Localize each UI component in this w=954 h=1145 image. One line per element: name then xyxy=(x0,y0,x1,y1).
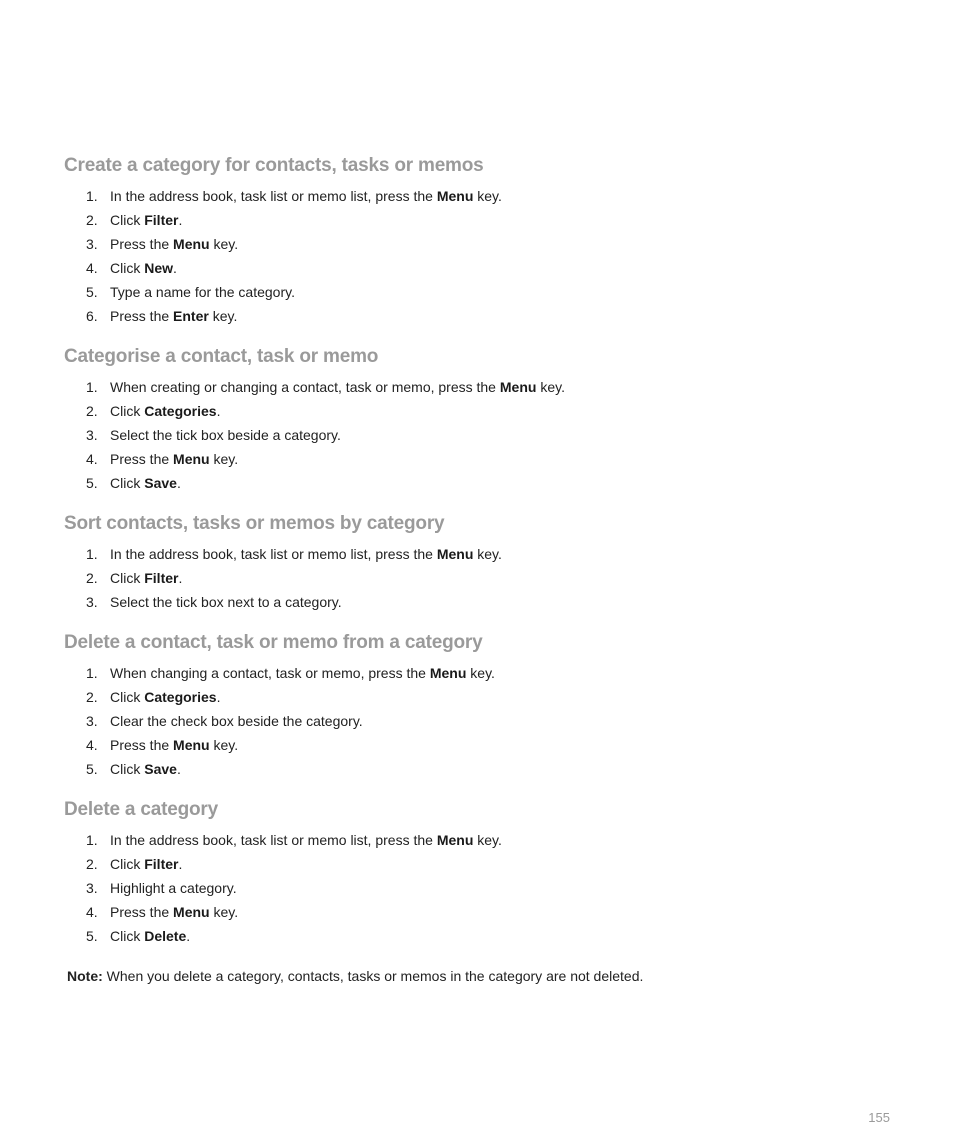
step-text-suffix: key. xyxy=(209,451,239,467)
step-item xyxy=(64,542,904,566)
step-keyword: Menu xyxy=(499,379,537,395)
step-item xyxy=(64,900,904,924)
step-item xyxy=(64,375,904,399)
step-text: Type a name for the category. xyxy=(110,284,295,300)
step-keyword: Filter xyxy=(144,212,179,228)
step-text-suffix: key. xyxy=(209,737,239,753)
step-text: Click xyxy=(110,212,145,228)
step-keyword: Menu xyxy=(436,832,474,848)
step-list xyxy=(64,375,904,495)
step-text-suffix: key. xyxy=(466,665,495,681)
step-text: Press the xyxy=(110,308,174,324)
step-number: 3. xyxy=(86,594,98,610)
step-text: In the address book, task list or memo list, press the xyxy=(110,188,437,204)
step-item xyxy=(64,590,904,614)
step-keyword: Categories xyxy=(144,689,217,705)
step-item xyxy=(64,852,904,876)
step-keyword: Filter xyxy=(144,570,179,586)
step-text-suffix: key. xyxy=(208,308,238,324)
step-number: 3. xyxy=(86,427,98,443)
step-item xyxy=(64,232,904,256)
step-text: Press the xyxy=(110,737,174,753)
step-keyword: Enter xyxy=(173,308,209,324)
step-keyword: Menu xyxy=(173,737,210,753)
step-item xyxy=(64,423,904,447)
step-keyword: Menu xyxy=(429,665,467,681)
step-text-suffix: . xyxy=(173,260,177,276)
step-text: Clear the check box beside the category. xyxy=(110,713,363,729)
step-keyword: Menu xyxy=(173,451,210,467)
step-item xyxy=(64,661,904,685)
step-number: 4. xyxy=(86,904,98,920)
step-keyword: Menu xyxy=(173,236,210,252)
step-number: 4. xyxy=(86,260,98,276)
section-heading: Delete a category xyxy=(64,799,218,820)
step-number: 5. xyxy=(86,928,98,944)
step-item xyxy=(64,876,904,900)
step-number: 4. xyxy=(86,737,98,753)
step-keyword: Categories xyxy=(144,403,217,419)
step-number: 2. xyxy=(86,212,98,228)
step-number: 2. xyxy=(86,689,98,705)
step-list xyxy=(64,542,904,614)
step-text: When changing a contact, task or memo, press the xyxy=(110,665,430,681)
step-number: 1. xyxy=(86,665,98,681)
section xyxy=(64,153,904,328)
step-text: Select the tick box beside a category. xyxy=(110,427,341,443)
step-number: 1. xyxy=(86,832,98,848)
step-text: Click xyxy=(110,403,145,419)
step-item xyxy=(64,709,904,733)
section xyxy=(64,511,904,614)
step-text: Click xyxy=(110,570,145,586)
step-text-suffix: key. xyxy=(209,904,239,920)
step-number: 5. xyxy=(86,284,98,300)
step-text: Click xyxy=(110,856,145,872)
step-text: Press the xyxy=(110,451,174,467)
step-number: 2. xyxy=(86,570,98,586)
step-text-suffix: . xyxy=(178,212,183,228)
step-item xyxy=(64,399,904,423)
step-keyword: Delete xyxy=(144,928,187,944)
step-list xyxy=(64,184,904,328)
step-text-suffix: key. xyxy=(473,832,502,848)
step-keyword: Save xyxy=(144,761,177,777)
section xyxy=(64,630,904,781)
section-heading: Delete a contact, task or memo from a category xyxy=(64,632,483,653)
step-text-suffix: . xyxy=(216,689,221,705)
step-text: Click xyxy=(110,260,145,276)
step-item xyxy=(64,447,904,471)
step-text-suffix: . xyxy=(176,475,181,491)
step-number: 2. xyxy=(86,403,98,419)
step-text: When creating or changing a contact, task or memo, press the xyxy=(110,379,500,395)
step-text-suffix: key. xyxy=(209,236,239,252)
step-text: In the address book, task list or memo list, press the xyxy=(110,546,437,562)
step-text: Press the xyxy=(110,236,174,252)
step-keyword: Filter xyxy=(144,856,179,872)
step-text-suffix: key. xyxy=(536,379,565,395)
sections-container xyxy=(64,153,904,948)
step-keyword: Save xyxy=(144,475,177,491)
step-text: Click xyxy=(110,689,145,705)
step-item xyxy=(64,280,904,304)
step-text: Click xyxy=(110,761,145,777)
step-keyword: Menu xyxy=(173,904,210,920)
section xyxy=(64,797,904,948)
step-text: Select the tick box next to a category. xyxy=(110,594,342,610)
step-number: 6. xyxy=(86,308,98,324)
step-number: 5. xyxy=(86,475,98,491)
step-text-suffix: key. xyxy=(473,188,502,204)
step-text: Highlight a category. xyxy=(110,880,237,896)
section-heading: Categorise a contact, task or memo xyxy=(64,346,379,367)
step-text-suffix: . xyxy=(186,928,191,944)
section-heading: Create a category for contacts, tasks or memos xyxy=(64,155,484,176)
step-item xyxy=(64,471,904,495)
step-item xyxy=(64,304,904,328)
step-number: 3. xyxy=(86,880,98,896)
step-text: Click xyxy=(110,475,145,491)
step-item xyxy=(64,733,904,757)
step-item xyxy=(64,208,904,232)
step-number: 2. xyxy=(86,856,98,872)
section-heading: Sort contacts, tasks or memos by category xyxy=(64,513,445,534)
page-number: 155 xyxy=(868,1110,890,1125)
step-item xyxy=(64,828,904,852)
note-label: Note: xyxy=(67,968,103,984)
step-list xyxy=(64,828,904,948)
step-item xyxy=(64,685,904,709)
step-number: 3. xyxy=(86,713,98,729)
step-number: 3. xyxy=(86,236,98,252)
step-number: 1. xyxy=(86,546,98,562)
step-text: In the address book, task list or memo list, press the xyxy=(110,832,437,848)
step-number: 1. xyxy=(86,188,98,204)
step-text-suffix: . xyxy=(216,403,221,419)
step-text: Click xyxy=(110,928,145,944)
step-number: 1. xyxy=(86,379,98,395)
step-keyword: New xyxy=(144,260,174,276)
step-list xyxy=(64,661,904,781)
step-text: Press the xyxy=(110,904,174,920)
step-item xyxy=(64,566,904,590)
section xyxy=(64,344,904,495)
note-text: When you delete a category, contacts, tasks or memos in the category are not deleted. xyxy=(102,968,644,984)
note-paragraph xyxy=(67,964,904,988)
step-text-suffix: . xyxy=(178,570,183,586)
step-number: 5. xyxy=(86,761,98,777)
step-keyword: Menu xyxy=(436,546,474,562)
step-item xyxy=(64,924,904,948)
step-item xyxy=(64,256,904,280)
step-item xyxy=(64,184,904,208)
document-body xyxy=(64,153,904,1002)
step-text-suffix: key. xyxy=(473,546,502,562)
step-number: 4. xyxy=(86,451,98,467)
step-text-suffix: . xyxy=(178,856,183,872)
step-item xyxy=(64,757,904,781)
step-text-suffix: . xyxy=(176,761,181,777)
step-keyword: Menu xyxy=(436,188,474,204)
